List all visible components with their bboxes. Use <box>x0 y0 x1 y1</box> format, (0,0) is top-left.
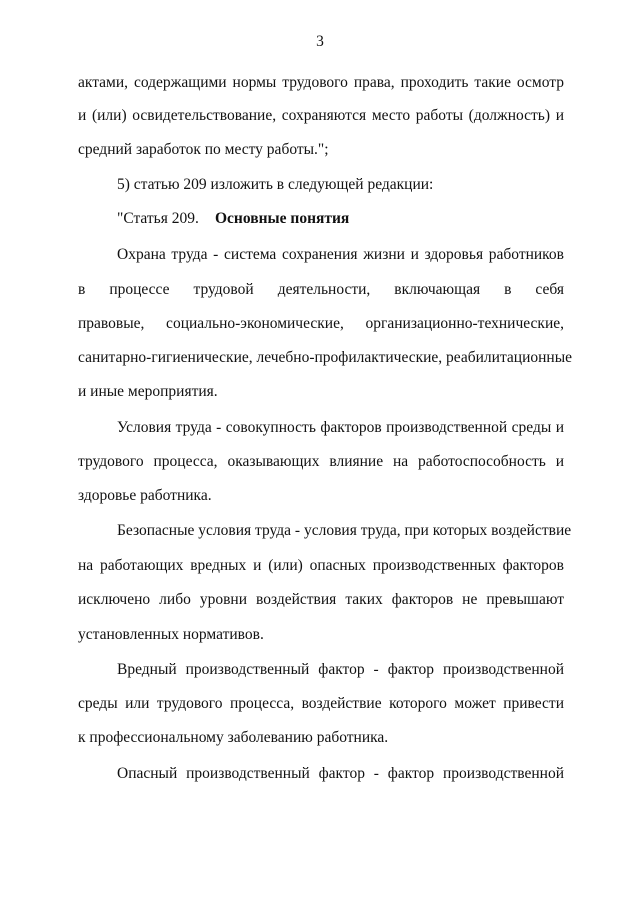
page-number: 3 <box>316 33 324 50</box>
text-line: среды или трудового процесса, воздействие которого может привести <box>78 695 564 712</box>
text-line: Безопасные условия труда - условия труда, при которых воздействие <box>117 522 572 539</box>
text-line: Вредный производственный фактор - фактор производственной <box>117 661 564 678</box>
text-line: трудового процесса, оказывающих влияние на работоспособность и <box>78 453 564 470</box>
article-heading <box>117 209 564 229</box>
article-title: Основные понятия <box>215 210 350 227</box>
text-line: на работающих вредных и (или) опасных производственных факторов <box>78 557 564 574</box>
text-line: и иные мероприятия. <box>78 383 218 400</box>
text-line: средний заработок по месту работы."; <box>78 141 329 158</box>
text-line: в процессе трудовой деятельности, включающая в себя <box>78 281 564 298</box>
text-line: правовые, социально-экономические, организационно-технические, <box>78 315 564 332</box>
text-line: Опасный производственный фактор - фактор производственной <box>117 765 564 782</box>
text-line: Охрана труда - система сохранения жизни и здоровья работников <box>117 246 564 263</box>
text-line: установленных нормативов. <box>78 626 264 643</box>
text-line: 5) статью 209 изложить в следующей редакции: <box>117 176 434 193</box>
text-line: Условия труда - совокупность факторов производственной среды и <box>117 419 564 436</box>
text-line: санитарно-гигиенические, лечебно-профилактические, реабилитационные <box>78 349 573 366</box>
article-number: "Статья 209. <box>117 210 199 227</box>
text-line: и (или) освидетельствование, сохраняются место работы (должность) и <box>78 107 564 124</box>
text-line: к профессиональному заболеванию работника. <box>78 729 389 746</box>
text-line: исключено либо уровни воздействия таких факторов не превышают <box>78 591 564 608</box>
text-line: здоровье работника. <box>78 487 212 504</box>
text-line: актами, содержащими нормы трудового права, проходить такие осмотр <box>78 74 564 91</box>
